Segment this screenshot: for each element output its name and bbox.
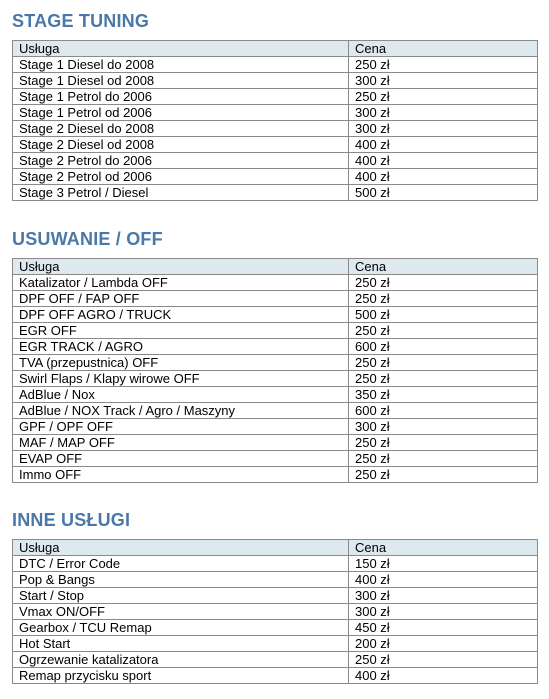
section-heading: INNE USŁUGI (12, 510, 131, 530)
section-heading: STAGE TUNING (12, 11, 150, 31)
service-name-cell: Katalizator / Lambda OFF (13, 275, 349, 291)
table-row (13, 185, 538, 201)
price-table (12, 258, 538, 483)
service-name-cell: DPF OFF / FAP OFF (13, 291, 349, 307)
table-row (13, 73, 538, 89)
table-row (13, 137, 538, 153)
price-cell: 250 zł (349, 57, 538, 73)
table-row (13, 323, 538, 339)
table-row (13, 57, 538, 73)
price-cell: 400 zł (349, 153, 538, 169)
price-cell: 250 zł (349, 451, 538, 467)
price-cell: 250 zł (349, 467, 538, 483)
column-header-service: Usługa (13, 259, 349, 275)
price-cell: 400 zł (349, 169, 538, 185)
service-name-cell: EGR TRACK / AGRO (13, 339, 349, 355)
service-name-cell: DTC / Error Code (13, 556, 349, 572)
price-cell: 400 zł (349, 572, 538, 588)
service-name-cell: DPF OFF AGRO / TRUCK (13, 307, 349, 323)
table-row (13, 572, 538, 588)
table-row (13, 588, 538, 604)
price-cell: 350 zł (349, 387, 538, 403)
service-name-cell: EVAP OFF (13, 451, 349, 467)
price-cell: 500 zł (349, 307, 538, 323)
table-header-row (13, 259, 538, 275)
table-row (13, 636, 538, 652)
table-row (13, 604, 538, 620)
table-row (13, 652, 538, 668)
price-cell: 300 zł (349, 121, 538, 137)
service-name-cell: Stage 1 Diesel od 2008 (13, 73, 349, 89)
service-name-cell: MAF / MAP OFF (13, 435, 349, 451)
price-cell: 250 zł (349, 323, 538, 339)
table-row (13, 89, 538, 105)
price-cell: 300 zł (349, 588, 538, 604)
price-cell: 300 zł (349, 105, 538, 121)
table-header-row (13, 540, 538, 556)
service-name-cell: Ogrzewanie katalizatora (13, 652, 349, 668)
table-row (13, 620, 538, 636)
service-name-cell: Hot Start (13, 636, 349, 652)
price-cell: 250 zł (349, 89, 538, 105)
service-name-cell: Pop & Bangs (13, 572, 349, 588)
price-cell: 300 zł (349, 419, 538, 435)
price-cell: 200 zł (349, 636, 538, 652)
price-cell: 250 zł (349, 652, 538, 668)
table-row (13, 291, 538, 307)
service-name-cell: Stage 2 Petrol od 2006 (13, 169, 349, 185)
service-name-cell: Swirl Flaps / Klapy wirowe OFF (13, 371, 349, 387)
price-cell: 250 zł (349, 355, 538, 371)
table-row (13, 668, 538, 684)
column-header-service: Usługa (13, 41, 349, 57)
price-cell: 400 zł (349, 668, 538, 684)
table-row (13, 419, 538, 435)
price-cell: 250 zł (349, 371, 538, 387)
price-cell: 300 zł (349, 604, 538, 620)
service-name-cell: GPF / OPF OFF (13, 419, 349, 435)
price-table (12, 40, 538, 201)
service-name-cell: TVA (przepustnica) OFF (13, 355, 349, 371)
price-cell: 250 zł (349, 291, 538, 307)
service-name-cell: Stage 2 Petrol do 2006 (13, 153, 349, 169)
service-name-cell: Stage 2 Diesel do 2008 (13, 121, 349, 137)
service-name-cell: Gearbox / TCU Remap (13, 620, 349, 636)
table-row (13, 403, 538, 419)
table-row (13, 556, 538, 572)
table-row (13, 435, 538, 451)
column-header-price: Cena (349, 259, 538, 275)
column-header-service: Usługa (13, 540, 349, 556)
section-heading: USUWANIE / OFF (12, 229, 163, 249)
table-row (13, 451, 538, 467)
table-row (13, 307, 538, 323)
table-header-row (13, 41, 538, 57)
table-row (13, 387, 538, 403)
price-cell: 500 zł (349, 185, 538, 201)
column-header-price: Cena (349, 540, 538, 556)
table-row (13, 371, 538, 387)
service-name-cell: Stage 3 Petrol / Diesel (13, 185, 349, 201)
service-name-cell: Stage 2 Diesel od 2008 (13, 137, 349, 153)
price-cell: 450 zł (349, 620, 538, 636)
table-row (13, 169, 538, 185)
service-name-cell: AdBlue / Nox (13, 387, 349, 403)
table-row (13, 153, 538, 169)
price-cell: 300 zł (349, 73, 538, 89)
price-table (12, 539, 538, 684)
service-name-cell: Start / Stop (13, 588, 349, 604)
service-name-cell: Stage 1 Petrol do 2006 (13, 89, 349, 105)
price-cell: 600 zł (349, 339, 538, 355)
service-name-cell: Immo OFF (13, 467, 349, 483)
price-cell: 250 zł (349, 275, 538, 291)
table-row (13, 275, 538, 291)
table-row (13, 467, 538, 483)
price-cell: 150 zł (349, 556, 538, 572)
service-name-cell: EGR OFF (13, 323, 349, 339)
column-header-price: Cena (349, 41, 538, 57)
table-row (13, 339, 538, 355)
price-cell: 600 zł (349, 403, 538, 419)
service-name-cell: Stage 1 Petrol od 2006 (13, 105, 349, 121)
table-row (13, 105, 538, 121)
service-name-cell: Vmax ON/OFF (13, 604, 349, 620)
service-name-cell: Remap przycisku sport (13, 668, 349, 684)
service-name-cell: Stage 1 Diesel do 2008 (13, 57, 349, 73)
price-cell: 250 zł (349, 435, 538, 451)
service-name-cell: AdBlue / NOX Track / Agro / Maszyny (13, 403, 349, 419)
price-cell: 400 zł (349, 137, 538, 153)
table-row (13, 355, 538, 371)
table-row (13, 121, 538, 137)
